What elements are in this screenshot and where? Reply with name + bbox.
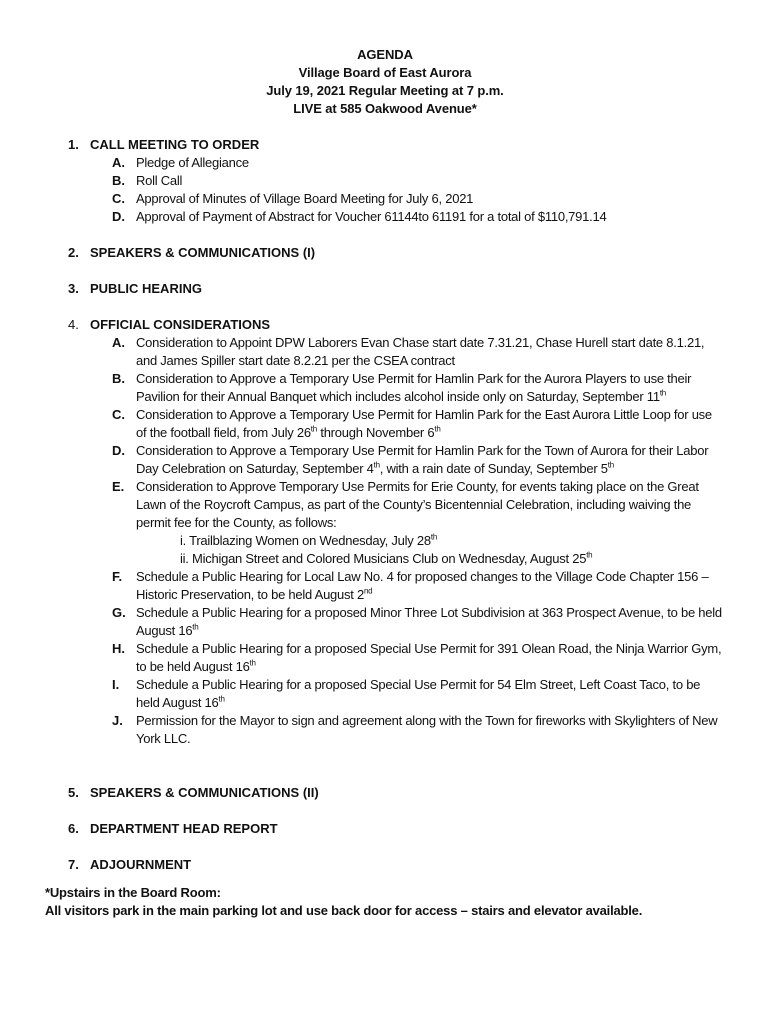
board-name: Village Board of East Aurora	[298, 65, 472, 80]
footer-line: *Upstairs in the Board Room:	[45, 885, 221, 900]
item-letter: J.	[112, 713, 123, 728]
item-letter: F.	[112, 569, 123, 584]
section-heading	[68, 136, 728, 154]
list-item	[112, 442, 728, 478]
item-text: Consideration to Appoint DPW Laborers Evan Chase start date 7.31.21, Chase Hurell start date 8.1.21, and James Spiller start date 8.2.21 per the CSEA contract	[136, 335, 705, 368]
section-number: 2.	[68, 245, 79, 260]
section-heading	[68, 784, 728, 802]
section-title: SPEAKERS & COMMUNICATIONS (I)	[90, 245, 316, 260]
item-text: Permission for the Mayor to sign and agreement along with the Town for fireworks with Skylighters of New York LLC.	[136, 713, 718, 746]
item-text: Schedule a Public Hearing for a proposed Minor Three Lot Subdivision at 363 Prospect Avenue, to be held August 16th	[136, 605, 722, 638]
sub-list-item: i. Trailblazing Women on Wednesday, July 28th	[180, 532, 438, 548]
item-text: Schedule a Public Hearing for Local Law No. 4 for proposed changes to the Village Code Chapter 156 – Historic Preservation, to be held August 2nd	[136, 569, 709, 602]
item-letter: A.	[112, 335, 125, 350]
item-text: Pledge of Allegiance	[136, 155, 249, 170]
item-text: Roll Call	[136, 173, 183, 188]
item-letter: B.	[112, 173, 125, 188]
item-text: Schedule a Public Hearing for a proposed Special Use Permit for 54 Elm Street, Left Coast Taco, to be held August 16th	[136, 677, 701, 710]
section-number: 5.	[68, 785, 79, 800]
item-letter: E.	[112, 479, 125, 494]
item-text: Approval of Minutes of Village Board Meeting for July 6, 2021	[136, 191, 474, 206]
item-text: Consideration to Approve a Temporary Use Permit for Hamlin Park for the East Aurora Little Loop for use of the football field, from July 26th through November 6th	[136, 407, 712, 440]
agenda-title: AGENDA	[357, 47, 413, 62]
section-speakers-1	[68, 244, 728, 262]
section-heading	[68, 316, 728, 334]
item-letter: C.	[112, 407, 125, 422]
section-title: CALL MEETING TO ORDER	[90, 137, 260, 152]
list-item	[112, 154, 728, 172]
item-letter: G.	[112, 605, 126, 620]
section-heading	[68, 856, 728, 874]
agenda-header	[0, 46, 770, 118]
item-letter: H.	[112, 641, 125, 656]
list-item	[112, 640, 728, 676]
item-letter: C.	[112, 191, 125, 206]
list-item	[112, 676, 728, 712]
section-adjournment	[68, 856, 728, 874]
list-item	[112, 568, 728, 604]
section-title: SPEAKERS & COMMUNICATIONS (II)	[90, 785, 319, 800]
footer-note	[45, 884, 770, 920]
item-letter: B.	[112, 371, 125, 386]
item-letter: D.	[112, 209, 125, 224]
section-number: 6.	[68, 821, 79, 836]
list-item	[112, 406, 728, 442]
item-letter: A.	[112, 155, 125, 170]
list-item	[112, 334, 728, 370]
list-item	[112, 712, 728, 748]
item-text: Consideration to Approve Temporary Use Permits for Erie County, for events taking place on the Great Lawn of the Roycroft Campus, as part of the County’s Bicentennial Celebration, including waiving the permit fee for the County, as follows:	[136, 479, 699, 530]
item-text: Consideration to Approve a Temporary Use Permit for Hamlin Park for the Town of Aurora for their Labor Day Celebration on Saturday, September 4th, with a rain date of Sunday, September 5th	[136, 443, 709, 476]
section-title: PUBLIC HEARING	[90, 281, 202, 296]
section-number: 4.	[68, 317, 79, 332]
meeting-location: LIVE at 585 Oakwood Avenue*	[293, 101, 477, 116]
section-public-hearing	[68, 280, 728, 298]
section-official-considerations	[68, 316, 728, 748]
sub-list-item: ii. Michigan Street and Colored Musicians Club on Wednesday, August 25th	[180, 550, 593, 566]
list-item	[112, 190, 728, 208]
list-item	[112, 172, 728, 190]
item-letter: I.	[112, 677, 120, 692]
item-text: Consideration to Approve a Temporary Use Permit for Hamlin Park for the Aurora Players to use their Pavilion for their Annual Banquet which includes alcohol inside only on Saturday, September 11th	[136, 371, 692, 404]
section-heading	[68, 820, 728, 838]
section-title: DEPARTMENT HEAD REPORT	[90, 821, 278, 836]
item-text: Schedule a Public Hearing for a proposed Special Use Permit for 391 Olean Road, the Ninja Warrior Gym, to be held August 16th	[136, 641, 722, 674]
list-item	[112, 478, 728, 532]
section-number: 3.	[68, 281, 79, 296]
footer-line: All visitors park in the main parking lot and use back door for access – stairs and elevator available.	[45, 903, 643, 918]
item-letter: D.	[112, 443, 125, 458]
list-item	[112, 370, 728, 406]
section-title: ADJOURNMENT	[90, 857, 192, 872]
item-text: Approval of Payment of Abstract for Voucher 61144to 61191 for a total of $110,791.14	[136, 209, 607, 224]
section-heading	[68, 280, 728, 298]
section-title: OFFICIAL CONSIDERATIONS	[90, 317, 271, 332]
list-item	[112, 604, 728, 640]
section-number: 7.	[68, 857, 79, 872]
list-item	[112, 208, 728, 226]
section-number: 1.	[68, 137, 79, 152]
section-call-to-order	[68, 136, 728, 226]
section-heading	[68, 244, 728, 262]
section-speakers-2	[68, 784, 728, 802]
section-department-head-report	[68, 820, 728, 838]
meeting-date: July 19, 2021 Regular Meeting at 7 p.m.	[266, 83, 504, 98]
